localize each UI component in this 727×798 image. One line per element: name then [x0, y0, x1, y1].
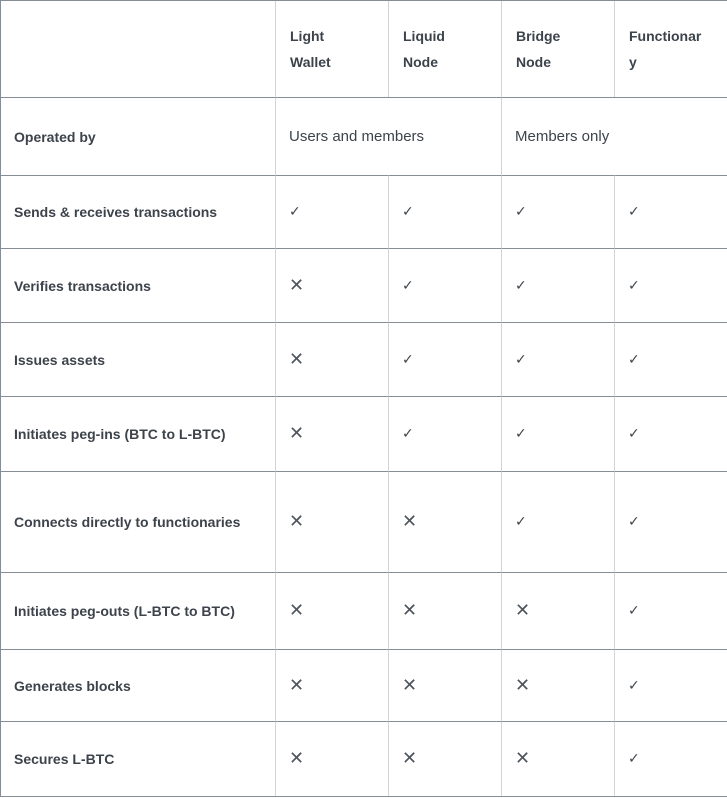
column-header-functionary: Functionary: [614, 1, 727, 97]
cross-mark: ✕: [501, 649, 614, 721]
check-mark: ✓: [614, 649, 727, 721]
check-mark: ✓: [614, 322, 727, 396]
table-row: [1, 248, 727, 322]
row-label: Initiates peg-ins (BTC to L-BTC): [1, 396, 275, 471]
cross-mark: ✕: [275, 396, 388, 471]
check-mark: ✓: [614, 572, 727, 649]
cross-mark: ✕: [275, 572, 388, 649]
cross-mark: ✕: [388, 649, 501, 721]
cross-mark: ✕: [501, 721, 614, 796]
row-label: Secures L-BTC: [1, 721, 275, 796]
check-mark: ✓: [614, 175, 727, 248]
check-mark: ✓: [501, 248, 614, 322]
row-label: Connects directly to functionaries: [1, 471, 275, 572]
cross-mark: ✕: [275, 322, 388, 396]
table-row: [1, 471, 727, 572]
table-row: [1, 721, 727, 796]
operated-by-users-and-members-cell: Users and members: [275, 97, 501, 175]
header-row: [1, 1, 727, 97]
row-label: Operated by: [1, 97, 275, 175]
check-mark: ✓: [614, 248, 727, 322]
row-label: Verifies transactions: [1, 248, 275, 322]
cross-mark: ✕: [275, 649, 388, 721]
check-mark: ✓: [614, 721, 727, 796]
check-mark: ✓: [501, 396, 614, 471]
table-row: [1, 396, 727, 471]
column-header-liquid-node: Liquid Node: [388, 1, 501, 97]
check-mark: ✓: [501, 175, 614, 248]
cross-mark: ✕: [501, 572, 614, 649]
row-label: Sends & receives transactions: [1, 175, 275, 248]
check-mark: ✓: [275, 175, 388, 248]
check-mark: ✓: [614, 471, 727, 572]
check-mark: ✓: [388, 175, 501, 248]
table-header: [1, 1, 727, 97]
check-mark: ✓: [388, 322, 501, 396]
row-label: Issues assets: [1, 322, 275, 396]
table-row: [1, 572, 727, 649]
check-mark: ✓: [388, 248, 501, 322]
cross-mark: ✕: [388, 572, 501, 649]
check-mark: ✓: [501, 471, 614, 572]
row-label: Generates blocks: [1, 649, 275, 721]
check-mark: ✓: [501, 322, 614, 396]
check-mark: ✓: [388, 396, 501, 471]
cross-mark: ✕: [275, 248, 388, 322]
cross-mark: ✕: [275, 721, 388, 796]
cross-mark: ✕: [388, 721, 501, 796]
cross-mark: ✕: [275, 471, 388, 572]
column-header-light-wallet: Light Wallet: [275, 1, 388, 97]
table-body: [1, 97, 727, 796]
column-header-bridge-node: Bridge Node: [501, 1, 614, 97]
table-row: [1, 322, 727, 396]
corner-cell: [1, 1, 275, 97]
table-row: [1, 649, 727, 721]
check-mark: ✓: [614, 396, 727, 471]
table-row: [1, 175, 727, 248]
operated-by-members-only-cell: Members only: [501, 97, 727, 175]
row-label: Initiates peg-outs (L-BTC to BTC): [1, 572, 275, 649]
table-row-operated-by: [1, 97, 727, 175]
cross-mark: ✕: [388, 471, 501, 572]
